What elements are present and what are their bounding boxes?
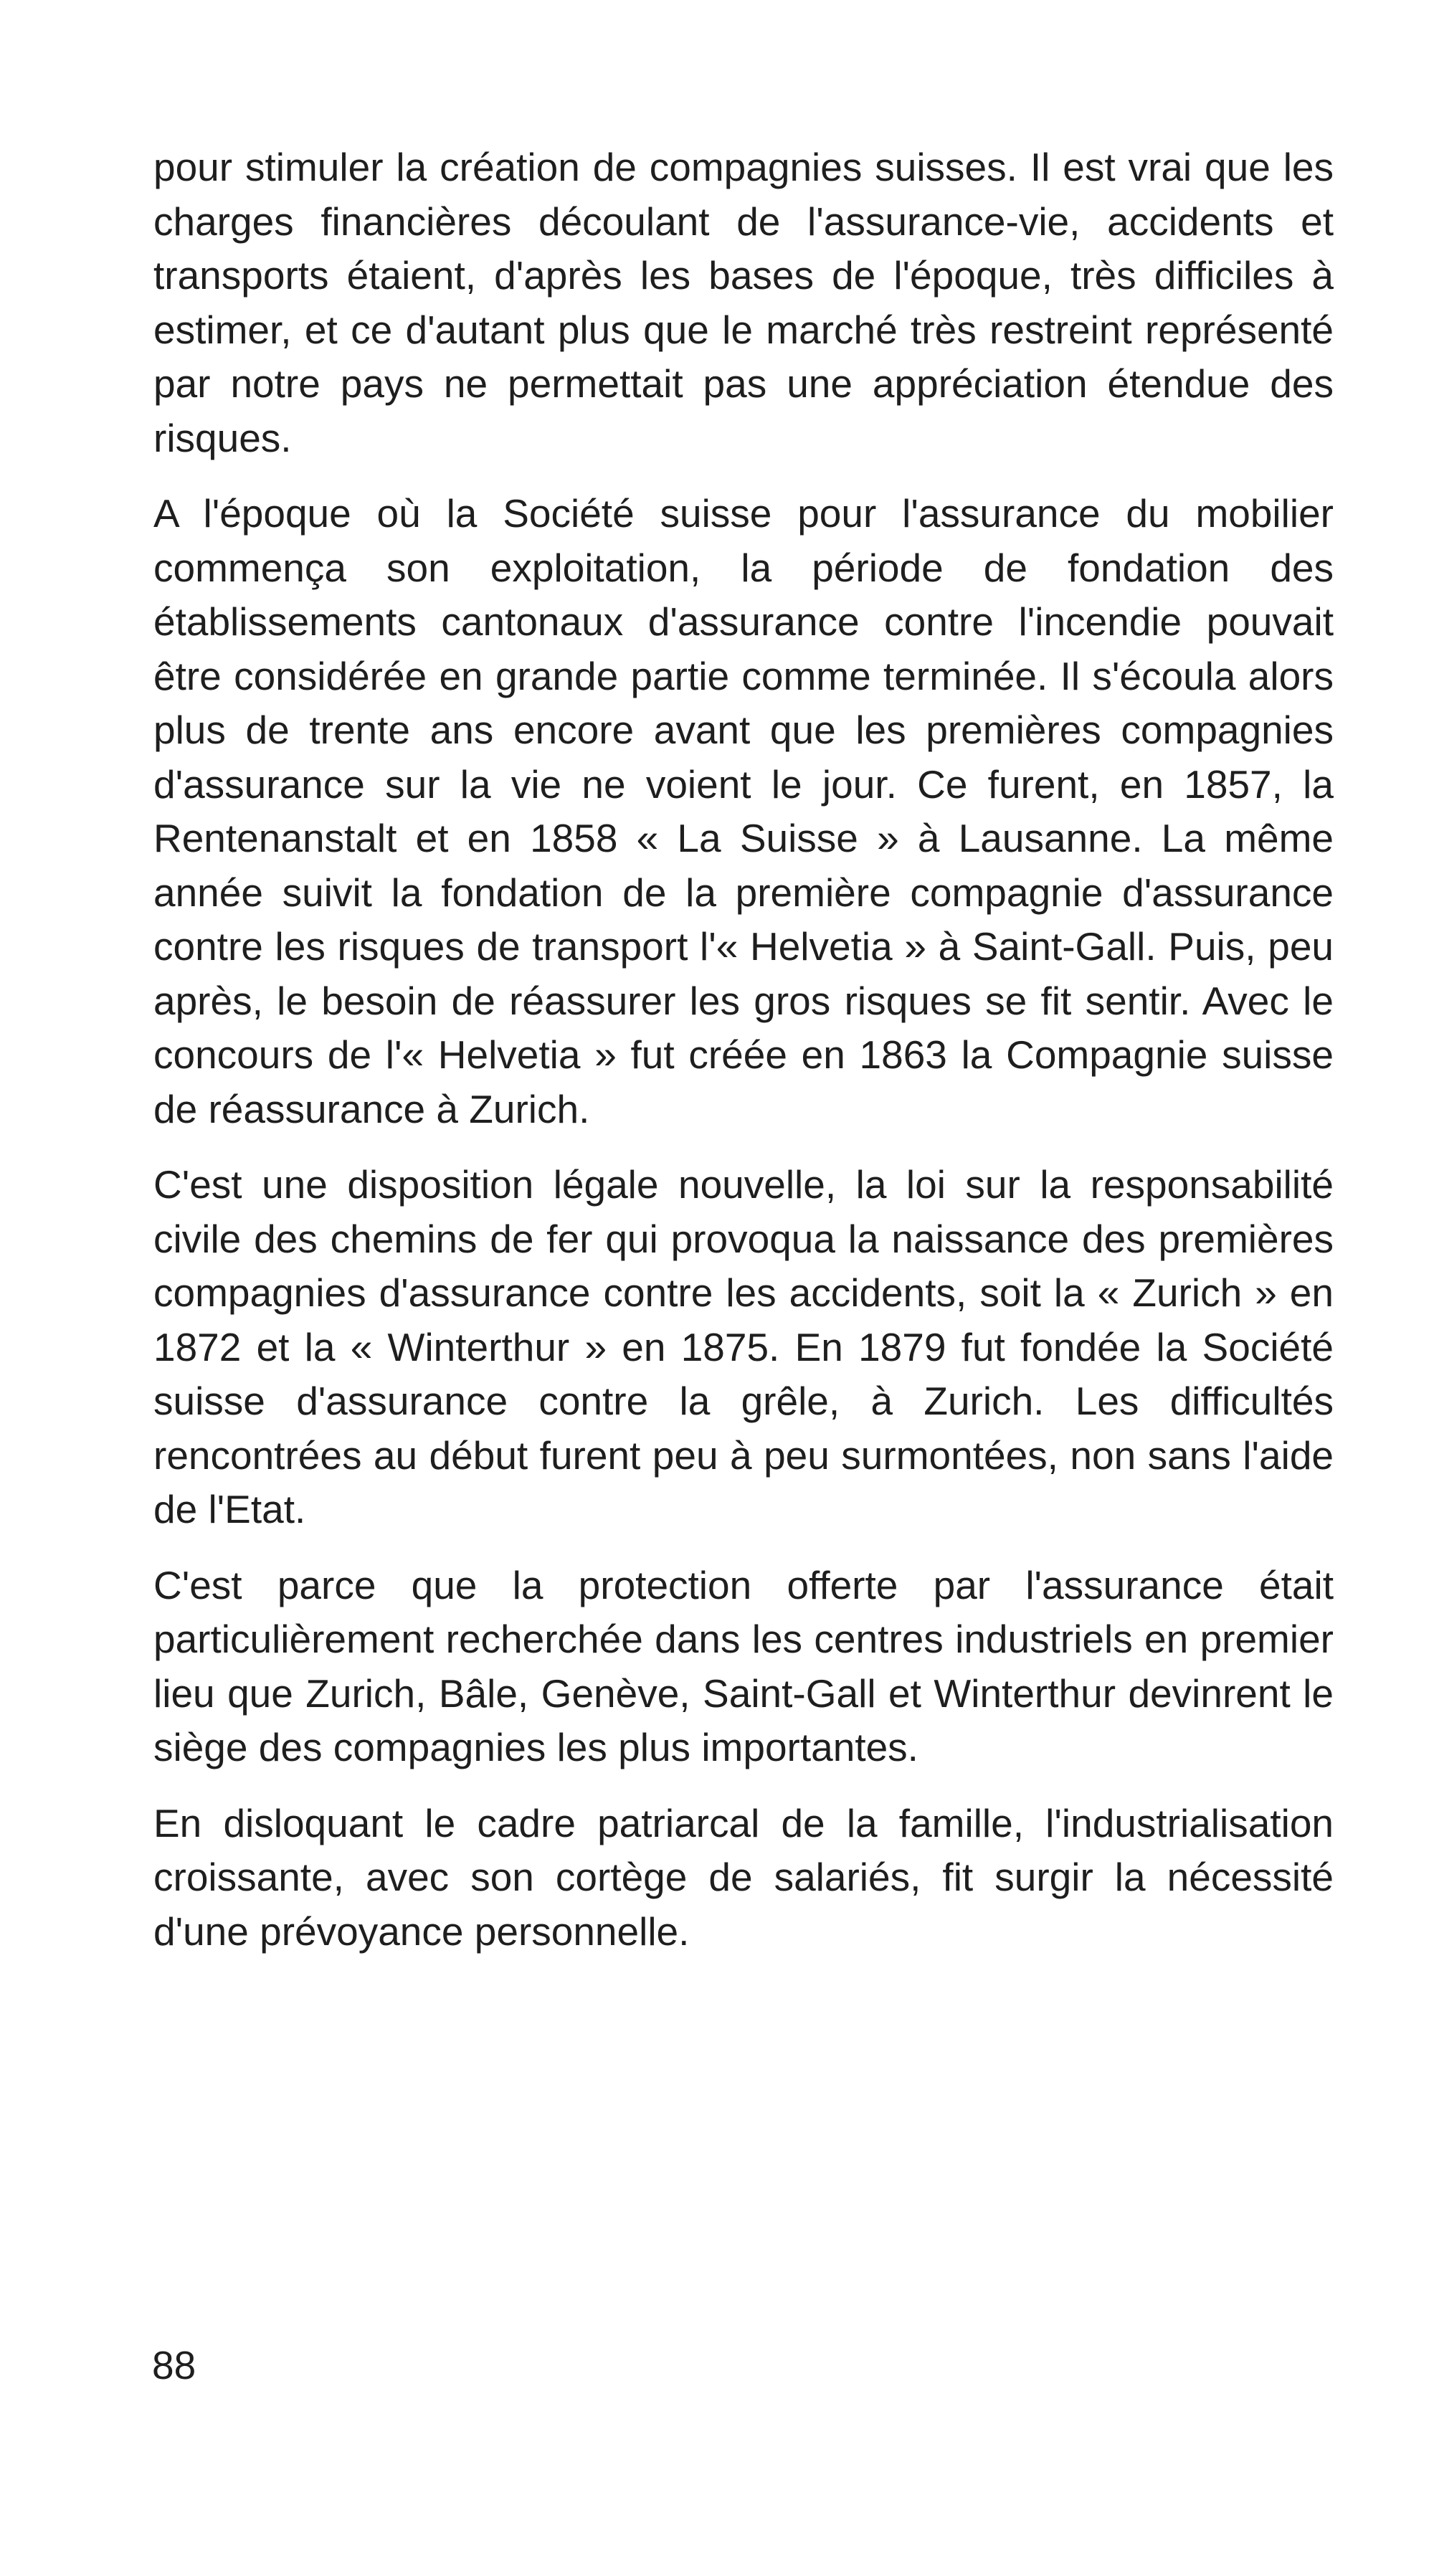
page-number: 88 <box>152 2343 196 2387</box>
paragraph-5: En disloquant le cadre patriarcal de la famille, l'industrialisation croissante, avec son cortège de salariés, fit surgir la nécessité d'une prévoyance personnelle. <box>153 1800 1334 1954</box>
paragraph-4: C'est parce que la protection offerte par l'assurance était particulièrement recherchée dans les centres industriels en premier lieu que Zurich, Bâle, Genève, Saint-Gall et Winterthur devinrent le siège des compagnies les plus importantes. <box>153 1562 1334 1769</box>
paragraph-1: pour stimuler la création de compagnies suisses. Il est vrai que les charges financières découlant de l'assurance-vie, accidents et transports étaient, d'après les bases de l'époque, très difficiles à estimer, et ce d'autant plus que le marché très restreint représenté par notre pays ne permettait pas une appréciation étendue des risques. <box>153 145 1334 460</box>
body-text <box>153 141 1334 1980</box>
paragraph-2: A l'époque où la Société suisse pour l'assurance du mobilier commença son exploitation, la période de fondation des établissements cantonaux d'assurance contre l'incendie pouvait être considérée en grande partie comme terminée. Il s'écoula alors plus de trente ans encore avant que les premières compagnies d'assurance sur la vie ne voient le jour. Ce furent, en 1857, la Rentenanstalt et en 1858 « La Suisse » à Lausanne. La même année suivit la fondation de la première compagnie d'assurance contre les risques de transport l'« Helvetia » à Saint-Gall. Puis, peu après, le besoin de réassurer les gros risques se fit sentir. Avec le concours de l'« Helvetia » fut créée en 1863 la Compagnie suisse de réassurance à Zurich. <box>153 491 1334 1131</box>
paragraph-3: C'est une disposition légale nouvelle, la loi sur la responsabilité civile des chemins de fer qui provoqua la naissance des premières compagnies d'assurance contre les accidents, soit la « Zurich » en 1872 et la « Winterthur » en 1875. En 1879 fut fondée la Société suisse d'assurance contre la grêle, à Zurich. Les difficultés rencontrées au début furent peu à peu surmontées, non sans l'aide de l'Etat. <box>153 1162 1334 1531</box>
